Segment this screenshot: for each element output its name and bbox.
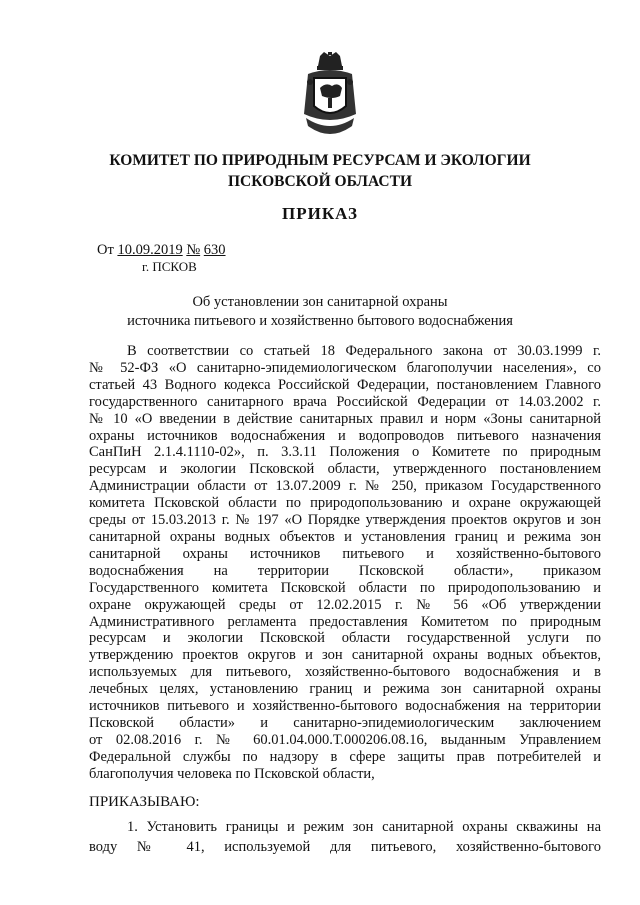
body-line: благополучия человека по Псковской области, bbox=[89, 765, 375, 782]
body-line: Псковской области» и санитарно-эпидемиологическим заключением bbox=[89, 714, 601, 731]
document-title: ПРИКАЗ bbox=[282, 204, 358, 223]
from-label: От bbox=[97, 242, 114, 258]
body-line: утверждению проектов округов и зон санитарной охраны водных объектов, bbox=[89, 647, 601, 664]
body-line: государственного санитарного врача Российской Федерации от 14.03.2002 г. bbox=[89, 393, 601, 410]
document-subject bbox=[0, 293, 640, 331]
organization-name-line1: КОМИТЕТ ПО ПРИРОДНЫМ РЕСУРСАМ И ЭКОЛОГИИ bbox=[109, 152, 531, 169]
number-sign: № bbox=[186, 242, 201, 258]
document-city: г. ПСКОВ bbox=[142, 259, 197, 274]
document-body bbox=[89, 343, 601, 783]
body-line: водоснабжения на территории Псковской области», приказом bbox=[89, 562, 601, 579]
body-line: комитета Псковской области по природопользованию и охране окружающей bbox=[89, 495, 601, 512]
organization-name bbox=[0, 150, 640, 192]
subject-line1: Об установлении зон санитарной охраны bbox=[192, 294, 448, 310]
body-line: статьей 43 Водного кодекса Российской Федерации, постановлением Главного bbox=[89, 376, 601, 393]
body-line: среды от 15.03.2013 г. № 197 «О Порядке утверждения проектов округов и зон bbox=[89, 512, 601, 529]
order-item-1 bbox=[89, 817, 601, 857]
body-line: ресурсам и экологии Псковской области, утвержденного постановлением bbox=[89, 461, 601, 478]
document-number: 630 bbox=[203, 242, 226, 258]
body-line: ресурсам и экологии Псковской области государственной услуги по bbox=[89, 630, 601, 647]
order-word: ПРИКАЗЫВАЮ: bbox=[89, 794, 200, 810]
body-line: используемых для питьевого, хозяйственно-бытового водоснабжения и в bbox=[89, 664, 601, 681]
document-date: 10.09.2019 bbox=[117, 242, 183, 258]
body-line: СанПиН 2.1.4.1110-02», п. 3.3.11 Положения о Комитете по природным bbox=[89, 444, 601, 461]
item-line: 1. Установить границы и режим зон санитарной охраны скважины на bbox=[127, 819, 601, 835]
document-date-number bbox=[97, 241, 226, 259]
body-line: источников питьевого и хозяйственно-бытового водоснабжения на территории bbox=[89, 698, 601, 715]
body-line: лечебных целях, установлению границ и режима зон санитарной охраны bbox=[89, 681, 601, 698]
body-line: санитарной охраны водных объектов и установления границ и режима зон bbox=[89, 528, 601, 545]
body-line: Административного регламента предоставления Комитетом по природным bbox=[89, 613, 601, 630]
body-line: охраны источников водоснабжения и водопроводов питьевого назначения bbox=[89, 427, 601, 444]
item-line: воду № 41, используемой для питьевого, хозяйственно-бытового bbox=[89, 839, 601, 855]
body-line: № 10 «О введении в действие санитарных правил и норм «Зоны санитарной bbox=[89, 410, 601, 427]
organization-name-line2: ПСКОВСКОЙ ОБЛАСТИ bbox=[227, 173, 412, 190]
body-line: Государственного комитета Псковской области по природопользованию и bbox=[89, 579, 601, 596]
body-line: от 02.08.2016 г. № 60.01.04.000.Т.000206.08.16, выданным Управлением bbox=[89, 731, 601, 748]
body-line: № 52-ФЗ «О санитарно-эпидемиологическом благополучии населения», со bbox=[89, 359, 601, 376]
body-line: Администрации области от 13.07.2009 г. № 250, приказом Государственного bbox=[89, 478, 601, 495]
coat-of-arms-icon bbox=[298, 52, 362, 144]
coat-of-arms-emblem bbox=[298, 52, 362, 144]
body-line: В соответствии со статьей 18 Федерального закона от 30.03.1999 г. bbox=[127, 343, 601, 359]
body-line: охране окружающей среды от 12.02.2015 г. № 56 «Об утверждении bbox=[89, 596, 601, 613]
body-line: санитарной охраны источников питьевого и хозяйственно-бытового bbox=[89, 545, 601, 562]
body-line: Федеральной службы по надзору в сфере защиты прав потребителей и bbox=[89, 748, 601, 765]
subject-line2: источника питьевого и хозяйственно бытового водоснабжения bbox=[127, 313, 513, 329]
